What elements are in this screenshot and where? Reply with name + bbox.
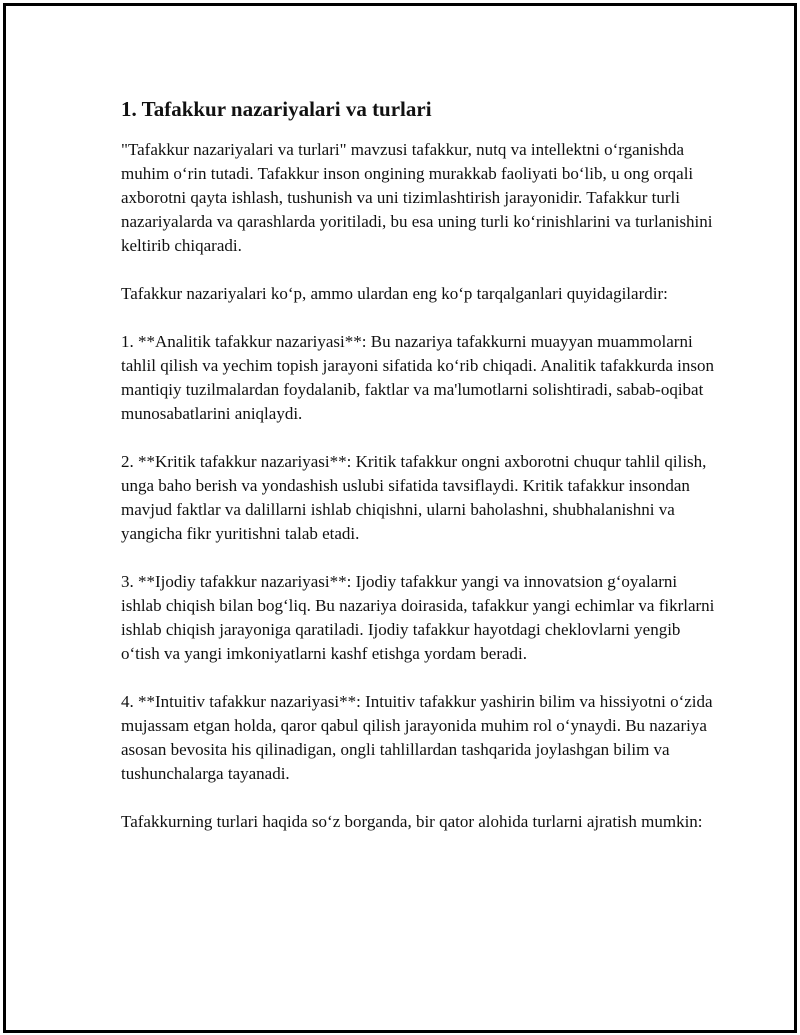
analytic-theory-paragraph: 1. **Analitik tafakkur nazariyasi**: Bu nazariya tafakkurni muayyan muammolarni tahlil qilish va yechim topish jarayoni sifatida ko‘rib chiqadi. Analitik tafakkurda inson mantiqiy tuzilmalardan foydalanib, faktlar va ma'lumotlarni solishtiradi, sabab-oqibat munosabatlarini aniqlaydi.: [121, 332, 714, 423]
theories-lead-paragraph: Tafakkur nazariyalari ko‘p, ammo ulardan eng ko‘p tarqalganlari quyidagilardir:: [121, 284, 668, 303]
critical-theory-paragraph: 2. **Kritik tafakkur nazariyasi**: Kritik tafakkur ongni axborotni chuqur tahlil qilish, unga baho berish va yondashish uslubi sifatida tavsiflaydi. Kritik tafakkur insondan mavjud faktlar va dalillarni ishlab chiqishni, ularni baholashni, shubhalanishni va yangicha fikr yuritishni talab etadi.: [121, 452, 707, 543]
intro-paragraph: "Tafakkur nazariyalari va turlari" mavzusi tafakkur, nutq va intellektni o‘rganishda muhim o‘rin tutadi. Tafakkur inson ongining murakkab faoliyati bo‘lib, u ong orqali axborotni qayta ishlash, tushunish va uni tizimlashtirish jarayonidir. Tafakkur turli nazariyalarda va qarashlarda yoritiladi, bu esa uning turli ko‘rinishlarini va turlanishini keltirib chiqaradi.: [121, 140, 713, 255]
creative-theory-paragraph: 3. **Ijodiy tafakkur nazariyasi**: Ijodiy tafakkur yangi va innovatsion g‘oyalarni ishlab chiqish bilan bog‘liq. Bu nazariya doirasida, tafakkur yangi echimlar va fikrlarni ishlab chiqish jarayoniga qaratiladi. Ijodiy tafakkur hayotdagi cheklovlarni yengib o‘tish va yangi imkoniyatlarni kashf etishga yordam beradi.: [121, 572, 715, 663]
intuitive-theory-paragraph: 4. **Intuitiv tafakkur nazariyasi**: Intuitiv tafakkur yashirin bilim va hissiyotni o‘zida mujassam etgan holda, qaror qabul qilish jarayonida muhim rol o‘ynaydi. Bu nazariya asosan bevosita his qilinadigan, ongli tahlillardan tashqarida joylashgan bilim va tushunchalarga tayanadi.: [121, 692, 713, 783]
page-frame: [3, 3, 797, 1033]
document-body: [121, 94, 721, 858]
section-heading: 1. Tafakkur nazariyalari va turlari: [121, 97, 432, 121]
types-lead-paragraph: Tafakkurning turlari haqida so‘z borganda, bir qator alohida turlarni ajratish mumkin:: [121, 812, 703, 831]
